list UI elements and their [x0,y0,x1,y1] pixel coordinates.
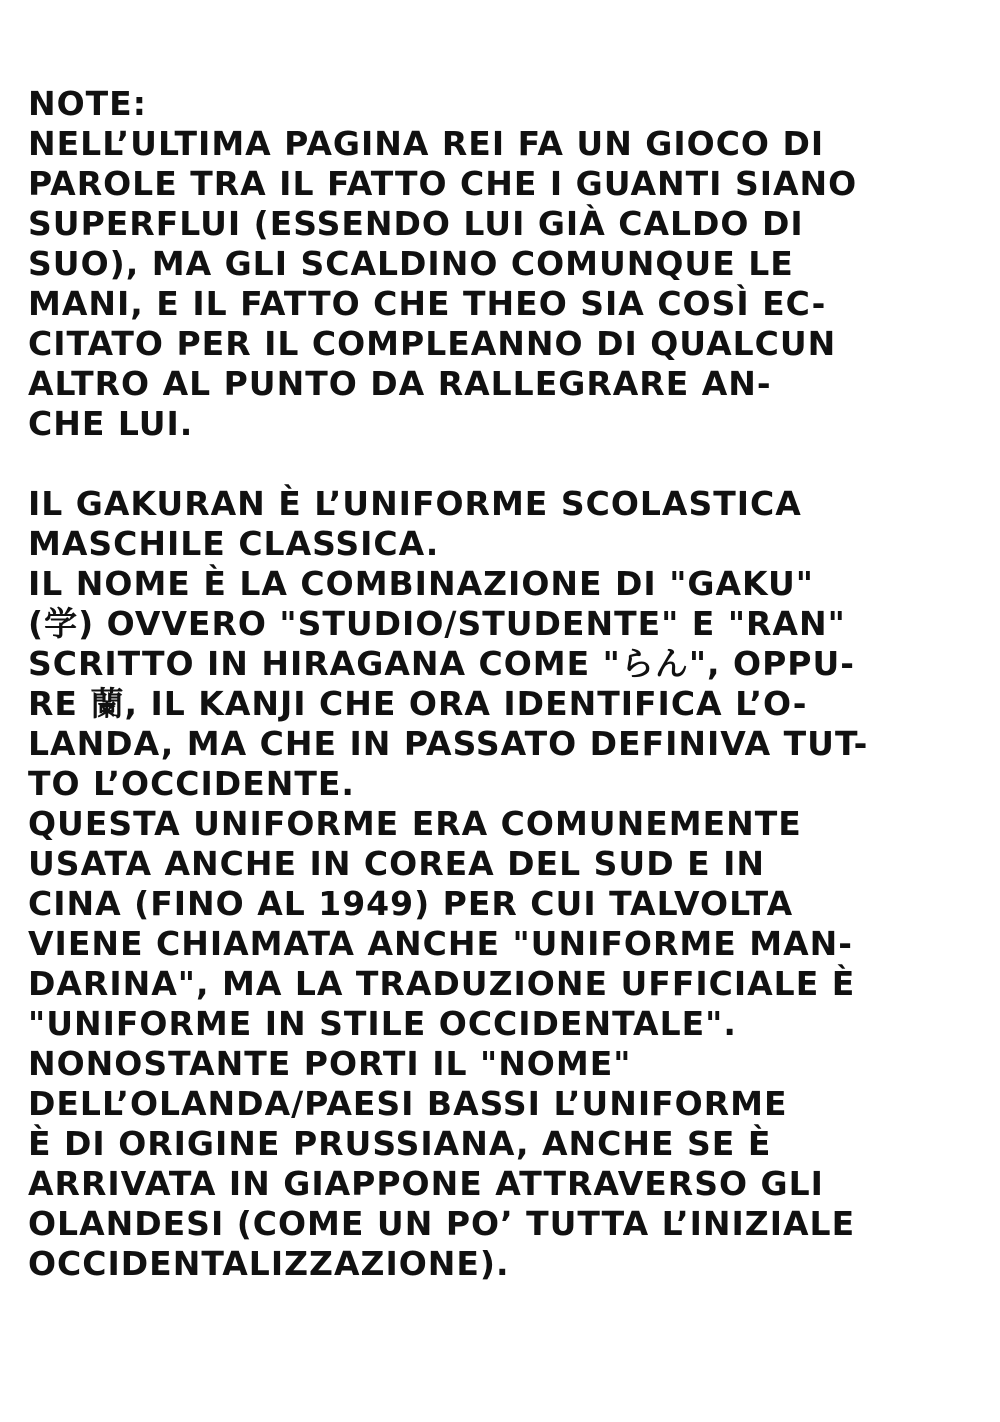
text-line: SUPERFLUI (ESSENDO LUI GIÀ CALDO DI [28,204,804,243]
text-line: PAROLE TRA IL FATTO CHE I GUANTI SIANO [28,164,858,203]
text-line: DARINA", MA LA TRADUZIONE UFFICIALE È [28,964,856,1003]
text-line: OCCIDENTALIZZAZIONE). [28,1244,510,1283]
text-line: OLANDESI (COME UN PO’ TUTTA L’INIZIALE [28,1204,856,1243]
notes-text [28,84,968,1284]
text-line: VIENE CHIAMATA ANCHE "UNIFORME MAN- [28,924,853,963]
text-line: QUESTA UNIFORME ERA COMUNEMENTE [28,804,802,843]
text-line: È DI ORIGINE PRUSSIANA, ANCHE SE È [28,1124,772,1163]
text-line: NONOSTANTE PORTI IL "NOME" [28,1044,632,1083]
text-line: ALTRO AL PUNTO DA RALLEGRARE AN- [28,364,772,403]
text-line: IL GAKURAN È L’UNIFORME SCOLASTICA [28,484,802,523]
text-line: TO L’OCCIDENTE. [28,764,355,803]
text-line: ARRIVATA IN GIAPPONE ATTRAVERSO GLI [28,1164,824,1203]
text-line: NELL’ULTIMA PAGINA REI FA UN GIOCO DI [28,124,825,163]
text-line: CINA (FINO AL 1949) PER CUI TALVOLTA [28,884,794,923]
text-line: "UNIFORME IN STILE OCCIDENTALE". [28,1004,737,1043]
text-line: IL NOME È LA COMBINAZIONE DI "GAKU" [28,564,814,603]
note-heading: NOTE: [28,84,147,123]
text-line: DELL’OLANDA/PAESI BASSI L’UNIFORME [28,1084,788,1123]
text-line: SCRITTO IN HIRAGANA COME "らん", OPPU- [28,644,855,683]
text-line: CITATO PER IL COMPLEANNO DI QUALCUN [28,324,837,363]
text-line: (学) OVVERO "STUDIO/STUDENTE" E "RAN" [28,604,846,643]
text-line: RE 蘭, IL KANJI CHE ORA IDENTIFICA L’O- [28,684,808,723]
text-line: LANDA, MA CHE IN PASSATO DEFINIVA TUT- [28,724,869,763]
paragraph-gap [28,444,968,484]
text-line: MASCHILE CLASSICA. [28,524,440,563]
text-line: CHE LUI. [28,404,194,443]
text-line: USATA ANCHE IN COREA DEL SUD E IN [28,844,766,883]
text-line: SUO), MA GLI SCALDINO COMUNQUE LE [28,244,794,283]
text-line: MANI, E IL FATTO CHE THEO SIA COSÌ EC- [28,284,827,323]
